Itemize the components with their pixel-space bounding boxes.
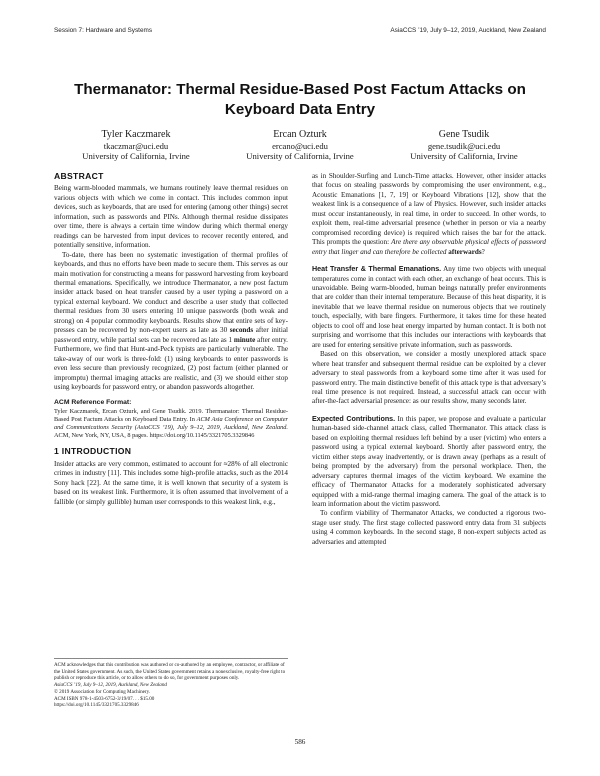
paper-title (54, 80, 546, 120)
contributions-paragraph: Expected Contributions. In this paper, we propose and evaluate a particular human-based side-channel attack class, called Thermanator. This attack class is based on exploiting thermal residues left behind by a user (victim) who enters a password using a typical external keyboard. Shortly after password entry, the victim either steps away inadvertently, or is drawn away (perhaps as a result of being prompted by the adversary) from the personal workplace. Then, the adversary captures thermal images of the victim keyboard. We examine the efficacy of Thermanator Attacks for a moderately sophisticated adversary equipped with a mid-range thermal imaging camera. The goal of the attack is to learn information about the victim password. (312, 414, 546, 508)
author-name: Ercan Ozturk (273, 129, 327, 140)
author-email: ercano@uci.edu (272, 141, 328, 151)
author-affiliation: University of California, Irvine (246, 151, 354, 162)
footnote-permission: ACM acknowledges that this contribution was authored or co-authored by an employee, contractor, or affiliate of the United States government. As such, the United States government retains a nonexclusive, royalty-free right to publish or reproduce this article, or to allow others to do so, for government purposes only. (54, 662, 286, 682)
copyright-footnote (54, 658, 288, 709)
author-2 (246, 128, 353, 162)
introduction-paragraph-1: Insider attacks are very common, estimated to account for ≈28% of all electronic crimes in industry [11]. This includes some high-profile attacks, such as the 2014 Sony hack [22]. At the same time, it is well known that security of a system is based on its weakest link. Furthermore, it is often assumed that involvement of a fallible (or simply gullible) human user corresponds to this weakest link, e.g., (54, 459, 288, 506)
footnote-isbn: ACM ISBN 978-1-4503-6752-3/19/07. . . $15.00 (54, 695, 155, 702)
right-column (312, 172, 546, 547)
author-email: gene.tsudik@uci.edu (427, 141, 501, 151)
author-3 (410, 128, 517, 162)
abstract-paragraph-1: Being warm-blooded mammals, we humans routinely leave thermal residues on various objects with which we come in contact. This includes common input devices, such as keyboards, that are used for entering (among other things) secret information, such as passwords and PINs. Although thermal residue dissipates over time, there is always a certain time window during which thermal energy readings can be harvested from input devices to recover recently entered, and potentially sensitive, information. (54, 184, 288, 250)
footnote-venue: AsiaCCS ’19, July 9–12, 2019, Auckland, New Zealand (54, 682, 167, 689)
observation-paragraph: Based on this observation, we consider a mostly unexplored attack space where heat transfer and subsequent thermal residue can be exploited by a clever adversary to steal passwords from a keyboard some time after it was used for password entry. The main distinctive benefit of this attack type is that adversary’s real time presence is not required. Instead, a successful attack can occur with after-the-fact adversarial presence: as our results show, many seconds later. (312, 350, 546, 406)
reference-format-heading: ACM Reference Format: (54, 399, 132, 407)
title-line-1: Thermanator: Thermal Residue-Based Post Factum Attacks on (74, 81, 526, 98)
footnote-doi: https://doi.org/10.1145/3321705.3329846 (54, 702, 139, 709)
heat-transfer-heading: Heat Transfer & Thermal Emanations. (312, 265, 442, 274)
author-name: Tyler Kaczmarek (101, 129, 171, 140)
running-header-right: AsiaCCS ’19, July 9–12, 2019, Auckland, New Zealand (390, 27, 546, 34)
acm-reference-format (54, 399, 288, 440)
running-header-left: Session 7: Hardware and Systems (54, 27, 153, 34)
introduction-heading: 1 INTRODUCTION (54, 446, 132, 457)
user-study-paragraph: To confirm viability of Thermanator Attacks, we conducted a rigorous two-stage user study. The first stage collected password entry data from 31 subjects using 4 common keyboards. In the second stage, 8 non-expert subjects acted as adversaries and attempted (312, 509, 546, 546)
abstract-paragraph-2: To-date, there has been no systematic investigation of thermal profiles of keyboards, and thus no efforts have been made to secure them. This serves as our main motivation for constructing a means for password harvesting from keyboard thermal emanations. Specifically, we introduce Thermanator, a new post factum insider attack based on heat transfer caused by a user typing a password on a typical external keyboard. We conduct and describe a user study that collected thermal residues from 30 users entering 10 unique passwords (both weak and strong) on 4 popular commodity keyboards. Results show that entire sets of key-presses can be recovered by non-expert users as late as 30 seconds after initial password entry, while partial sets can be recovered as late as 1 minute after entry. Furthermore, we find that Hunt-and-Peck typists are particularly vulnerable. The take-away of our work is three-fold: (1) using keyboards to enter passwords is even less secure than previously recognized, (2) post factum (either planned or impromptu) thermal imaging attacks are realistic, and (3) we should either stop using keyboards for password entry, or abandon passwords altogether. (54, 250, 288, 391)
contributions-heading: Expected Contributions. (312, 414, 396, 423)
author-email: tkaczmar@uci.edu (103, 141, 169, 151)
author-affiliation: University of California, Irvine (82, 151, 190, 162)
author-1 (82, 128, 189, 162)
author-name: Gene Tsudik (438, 129, 490, 140)
title-line-2: Keyboard Data Entry (224, 101, 376, 118)
footnote-copyright: © 2019 Association for Computing Machinery. (54, 688, 151, 695)
reference-format-text: Tyler Kaczmarek, Ercan Ozturk, and Gene Tsudik. 2019. Thermanator: Thermal Residue-Based Post Factum Attacks on Keyboard Data Entry. In ACM Asia Conference on Computer and Communications Security (AsiaCCS ’19), July 9–12, 2019, Auckland, New Zealand. ACM, New York, NY, USA, 8 pages. https://doi.org/10.1145/3321705.3329846 (54, 407, 289, 440)
heat-transfer-paragraph: Heat Transfer & Thermal Emanations. Any time two objects with unequal temperatures come in contact with each other, an exchange of heat occurs. This is unavoidable. Being warm-blooded, human beings naturally prefer environments that are colder than their internal temperature. Because of this heat disparity, it is inevitable that we leave thermal residue on numerous objects that we routinely touch, especially, with bare fingers. Furthermore, it takes time for these heated objects to cool off and lose heat energy imparted by human contact. It is both not surprising and worrisome that this includes our interactions with keyboards that are used for entering sensitive private information, such as passwords. (312, 265, 546, 349)
page-number: 586 (294, 738, 306, 746)
author-affiliation: University of California, Irvine (410, 151, 518, 162)
intro-continuation: as in Shoulder-Surfing and Lunch-Time attacks. However, other insider attacks that focus on stealing passwords by compromising the user environment, e.g., Acoustic Emanations [1, 7, 19] or Keyboard Vibrations [12], show that the weakest link is a consequence of a law of Physics. However, such insider attacks must occur instantaneously, in real time, in order to succeed. In other words, to exploit them, real-time adversarial presence (whether in person or via a nearby compromised recording device) is required which raises the bar for the attack. This prompts the question: Are there any observable physical effects of password entry that linger and can therefore be collected afterwards? (312, 172, 546, 256)
abstract-heading: ABSTRACT (54, 171, 104, 181)
author-block (54, 128, 546, 162)
left-column (54, 172, 288, 507)
